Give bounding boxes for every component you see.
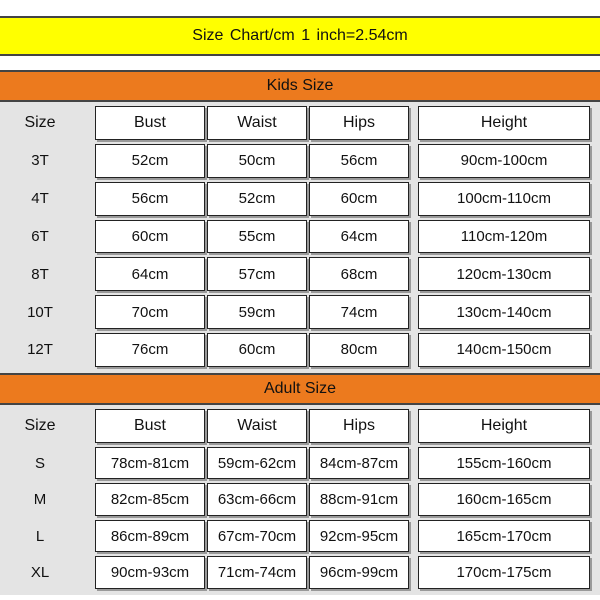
- adult-column-header-size: Size: [24, 416, 56, 434]
- kids-cell-waist: 60cm: [207, 333, 307, 367]
- kids-size-table: [0, 102, 600, 373]
- adult-cell-waist: 67cm-70cm: [207, 520, 307, 553]
- adult-cell-size: L: [35, 527, 45, 545]
- adult-cell-size: M: [33, 491, 47, 509]
- table-row: [0, 481, 600, 518]
- kids-column-header-height: Height: [418, 106, 590, 140]
- kids-cell-bust: 64cm: [95, 257, 205, 291]
- kids-cell-waist: 57cm: [207, 257, 307, 291]
- adult-column-header-bust: Bust: [95, 409, 205, 443]
- adult-size-header: Adult Size: [0, 373, 600, 405]
- adult-cell-bust: 78cm-81cm: [95, 447, 205, 480]
- kids-column-header-hips: Hips: [309, 106, 409, 140]
- kids-cell-height: 140cm-150cm: [418, 333, 590, 367]
- adult-cell-height: 155cm-160cm: [418, 447, 590, 480]
- table-row: [0, 142, 600, 180]
- kids-column-header-size: Size: [24, 114, 56, 131]
- kids-cell-height: 130cm-140cm: [418, 295, 590, 329]
- kids-cell-bust: 76cm: [95, 333, 205, 367]
- kids-cell-hips: 64cm: [309, 220, 409, 254]
- table-row: [0, 445, 600, 482]
- adult-cell-hips: 88cm-91cm: [309, 483, 409, 516]
- table-row: [0, 293, 600, 331]
- table-row: [0, 554, 600, 591]
- adult-cell-height: 165cm-170cm: [418, 520, 590, 553]
- kids-column-header-bust: Bust: [95, 106, 205, 140]
- kids-cell-bust: 52cm: [95, 144, 205, 178]
- kids-cell-size: 3T: [31, 152, 49, 170]
- adult-column-header-waist: Waist: [207, 409, 307, 443]
- kids-column-header-waist: Waist: [207, 106, 307, 140]
- adult-cell-waist: 63cm-66cm: [207, 483, 307, 516]
- adult-cell-waist: 71cm-74cm: [207, 556, 307, 589]
- adult-cell-bust: 82cm-85cm: [95, 483, 205, 516]
- kids-cell-waist: 59cm: [207, 295, 307, 329]
- adult-cell-hips: 92cm-95cm: [309, 520, 409, 553]
- adult-cell-size: XL: [30, 564, 50, 582]
- kids-cell-bust: 56cm: [95, 182, 205, 216]
- adult-cell-waist: 59cm-62cm: [207, 447, 307, 480]
- table-row: [0, 180, 600, 218]
- table-row: [0, 331, 600, 369]
- kids-cell-size: 12T: [27, 341, 53, 359]
- kids-cell-hips: 74cm: [309, 295, 409, 329]
- kids-cell-height: 90cm-100cm: [418, 144, 590, 178]
- kids-cell-bust: 70cm: [95, 295, 205, 329]
- kids-cell-height: 110cm-120m: [418, 220, 590, 254]
- adult-cell-height: 160cm-165cm: [418, 483, 590, 516]
- adult-size-table: [0, 405, 600, 595]
- kids-cell-hips: 56cm: [309, 144, 409, 178]
- kids-cell-waist: 55cm: [207, 220, 307, 254]
- kids-cell-bust: 60cm: [95, 220, 205, 254]
- kids-cell-size: 10T: [27, 303, 53, 321]
- kids-cell-size: 8T: [31, 265, 49, 283]
- kids-cell-waist: 50cm: [207, 144, 307, 178]
- kids-cell-size: 4T: [31, 190, 49, 208]
- adult-cell-bust: 86cm-89cm: [95, 520, 205, 553]
- kids-cell-height: 100cm-110cm: [418, 182, 590, 216]
- adult-column-header-hips: Hips: [309, 409, 409, 443]
- kids-cell-hips: 60cm: [309, 182, 409, 216]
- kids-cell-waist: 52cm: [207, 182, 307, 216]
- adult-cell-hips: 84cm-87cm: [309, 447, 409, 480]
- adult-cell-bust: 90cm-93cm: [95, 556, 205, 589]
- adult-column-header-height: Height: [418, 409, 590, 443]
- kids-cell-height: 120cm-130cm: [418, 257, 590, 291]
- kids-header-row: [0, 104, 600, 142]
- adult-header-row: [0, 407, 600, 445]
- adult-cell-height: 170cm-175cm: [418, 556, 590, 589]
- size-chart-title: Size Chart/cm 1 inch=2.54cm: [0, 16, 600, 56]
- table-row: [0, 218, 600, 256]
- kids-cell-hips: 80cm: [309, 333, 409, 367]
- adult-cell-hips: 96cm-99cm: [309, 556, 409, 589]
- adult-cell-size: S: [34, 454, 45, 472]
- kids-cell-hips: 68cm: [309, 257, 409, 291]
- kids-cell-size: 6T: [31, 227, 49, 245]
- kids-size-header: Kids Size: [0, 70, 600, 102]
- table-row: [0, 518, 600, 555]
- table-row: [0, 255, 600, 293]
